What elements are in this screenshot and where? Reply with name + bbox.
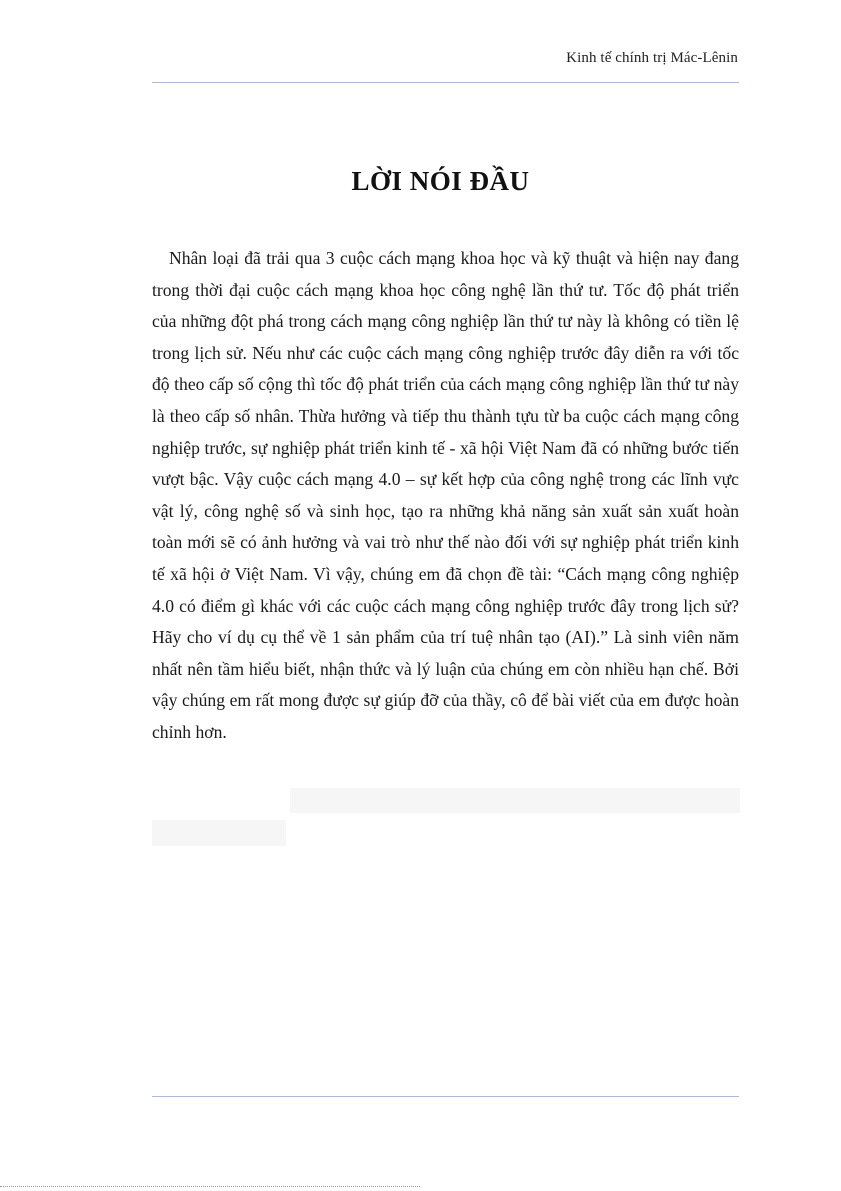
header-divider [152, 82, 739, 83]
footer-divider [152, 1096, 739, 1097]
page-bottom-edge [0, 1186, 420, 1187]
preface-paragraph: Nhân loại đã trải qua 3 cuộc cách mạng khoa học và kỹ thuật và hiện nay đang trong thời đại cuộc cách mạng khoa học công nghệ lần thứ tư. Tốc độ phát triển của những đột phá trong cách mạng công nghiệp lần thứ tư này là không có tiền lệ trong lịch sử. Nếu như các cuộc cách mạng công nghiệp trước đây diễn ra với tốc độ theo cấp số cộng thì tốc độ phát triển của cách mạng công nghiệp lần thứ tư này là theo cấp số nhân. Thừa hưởng và tiếp thu thành tựu từ ba cuộc cách mạng công nghiệp trước, sự nghiệp phát triển kinh tế - xã hội Việt Nam đã có những bước tiến vượt bậc. Vậy cuộc cách mạng 4.0 – sự kết hợp của công nghệ trong các lĩnh vực vật lý, công nghệ số và sinh học, tạo ra những khả năng sản xuất sản xuất hoàn toàn mới sẽ có ảnh hưởng và vai trò như thế nào đối với sự nghiệp phát triển kinh tế xã hội ở Việt Nam. Vì vậy, chúng em đã chọn đề tài: “Cách mạng công nghiệp 4.0 có điểm gì khác với các cuộc cách mạng công nghiệp trước đây trong lịch sử? Hãy cho ví dụ cụ thể về 1 sản phẩm của trí tuệ nhân tạo (AI).” Là sinh viên năm nhất nên tầm hiểu biết, nhận thức và lý luận của chúng em còn nhiều hạn chế. Bởi vậy chúng em rất mong được sự giúp đỡ của thầy, cô để bài viết của em được hoàn chỉnh hơn. [152, 248, 739, 742]
running-header: Kinh tế chính trị Mác-Lênin [566, 50, 738, 66]
text-highlight-band-end [152, 820, 286, 846]
page-title: LỜI NÓI ĐẦU [351, 166, 530, 197]
text-highlight-band [290, 788, 740, 813]
